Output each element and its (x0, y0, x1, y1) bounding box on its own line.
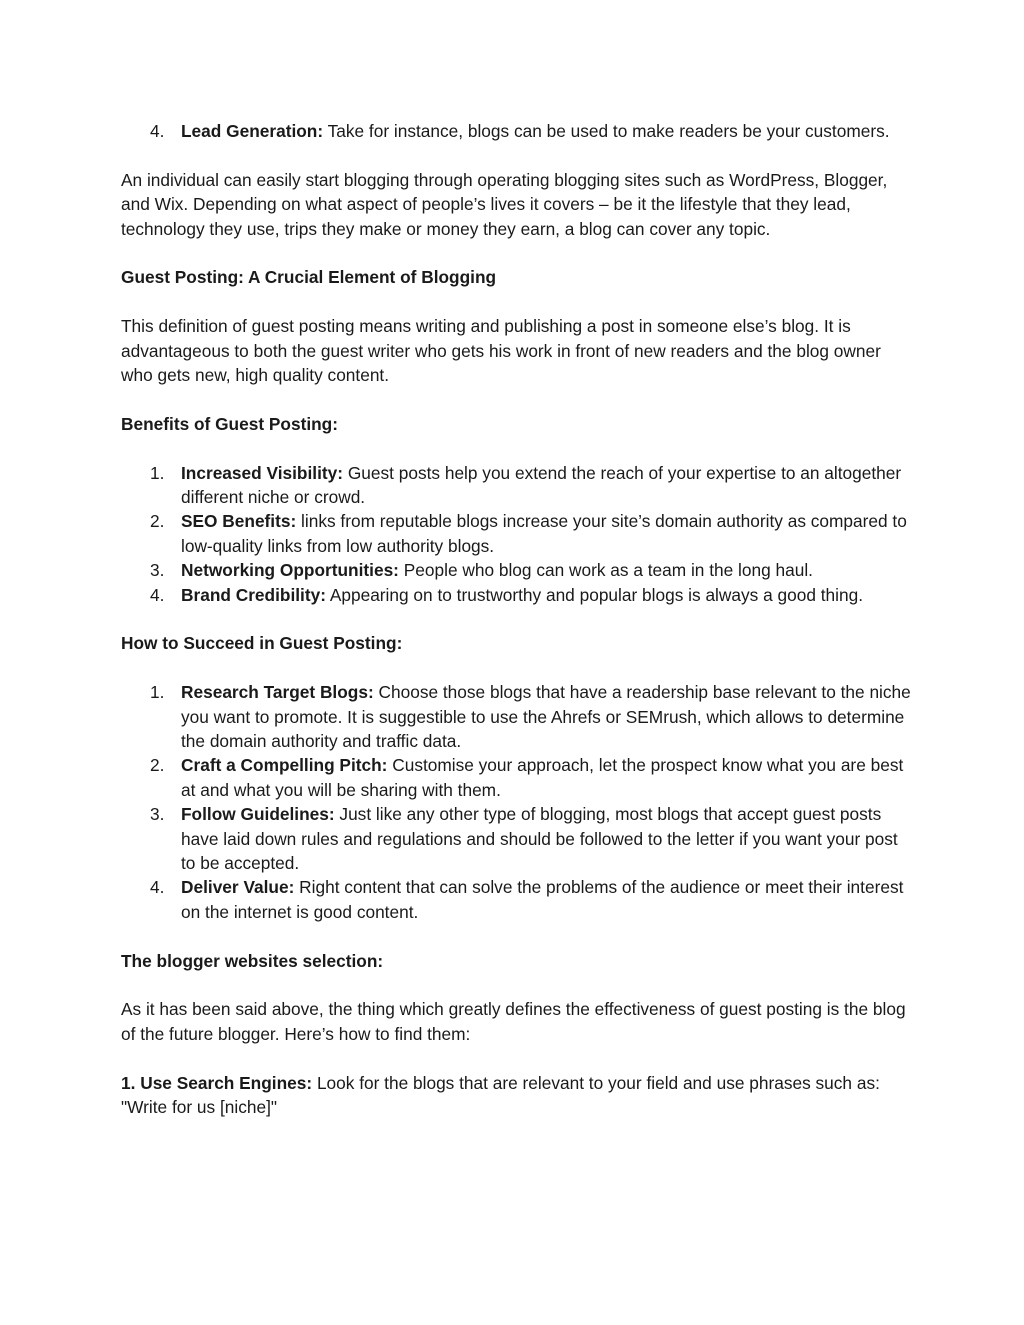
list-number: 4. (150, 121, 165, 141)
list-number: 2. (150, 511, 165, 532)
list-item-text: Customise your approach, let the prospect know what you are best at and what you will be sharing with them. (181, 755, 904, 800)
list-item (121, 802, 911, 875)
list-item (121, 461, 911, 510)
list-item-text: Just like any other type of blogging, most blogs that accept guest posts have laid down rules and regulations and should be followed to the letter if you want your post to be accepted. (181, 804, 898, 874)
list-item-lead: Brand Credibility: (181, 584, 326, 605)
guest-posting-paragraph: This definition of guest posting means writing and publishing a post in someone else’s blog. It is advantageous to both the guest writer who gets his work in front of new readers and the blog owner who gets new, high quality content. (121, 316, 881, 386)
list-number: 4. (150, 877, 165, 898)
list-item-text: Guest posts help you extend the reach of your expertise to an altogether different niche or crowd. (181, 462, 902, 508)
selection-paragraph: As it has been said above, the thing which greatly defines the effectiveness of guest posting is the blog of the future blogger. Here’s how to find them: (121, 999, 906, 1044)
list-item-lead: Networking Opportunities: (181, 560, 399, 581)
succeed-list (121, 680, 911, 924)
list-item (121, 753, 911, 802)
list-number: 2. (150, 755, 165, 776)
list-item (121, 558, 911, 582)
list-item-lead: SEO Benefits: (181, 511, 297, 532)
search-engines-text: Look for the blogs that are relevant to your field and use phrases such as: (312, 1072, 880, 1093)
benefits-heading: Benefits of Guest Posting: (121, 413, 338, 434)
list-item-lead: Research Target Blogs: (181, 682, 374, 703)
list-item-lead: Craft a Compelling Pitch: (181, 755, 388, 776)
search-engines-lead: 1. Use Search Engines: (121, 1072, 313, 1093)
list-item-lead: Lead Generation: (181, 121, 324, 141)
list-item-text: Take for instance, blogs can be used to make readers be your customers. (323, 121, 890, 141)
list-item (121, 875, 911, 924)
list-item (121, 583, 911, 607)
list-item-lead: Deliver Value: (181, 877, 295, 898)
list-item (121, 680, 911, 753)
list-number: 1. (150, 682, 165, 703)
intro-paragraph: An individual can easily start blogging through operating blogging sites such as WordPress, Blogger, and Wix. Depending on what aspect of people’s lives it covers – be it the lifestyle that they lead, technology they use, trips they make or money they earn, a blog can cover any topic. (121, 169, 888, 239)
list-number: 1. (150, 462, 165, 483)
list-number: 3. (150, 804, 165, 825)
list-item-text: People who blog can work as a team in the long haul. (398, 560, 813, 581)
list-item-text: links from reputable blogs increase your site’s domain authority as compared to low-quality links from low authority blogs. (181, 511, 907, 556)
list-item-text: Choose those blogs that have a readership base relevant to the niche you want to promote. It is suggestible to use the Ahrefs or SEMrush, which allows to determine the domain authority and traffic data. (181, 682, 911, 752)
succeed-heading: How to Succeed in Guest Posting: (121, 633, 403, 654)
list-number: 4. (150, 584, 165, 605)
selection-heading: The blogger websites selection: (121, 950, 384, 971)
document-body (121, 119, 911, 1120)
list-number: 3. (150, 560, 165, 581)
guest-posting-heading: Guest Posting: A Crucial Element of Blogging (121, 267, 497, 288)
search-query-example: "Write for us [niche]" (121, 1097, 278, 1118)
benefits-list (121, 461, 911, 607)
list-item-text: Appearing on to trustworthy and popular blogs is always a good thing. (325, 584, 864, 605)
list-item (121, 509, 911, 558)
list-item-lead: Increased Visibility: (181, 462, 344, 483)
list-item-text: Right content that can solve the problems of the audience or meet their interest on the internet is good content. (181, 877, 904, 922)
top-list (121, 119, 911, 143)
search-engines-paragraph (121, 1071, 911, 1095)
list-item-lead: Follow Guidelines: (181, 804, 335, 825)
list-item (121, 119, 911, 143)
